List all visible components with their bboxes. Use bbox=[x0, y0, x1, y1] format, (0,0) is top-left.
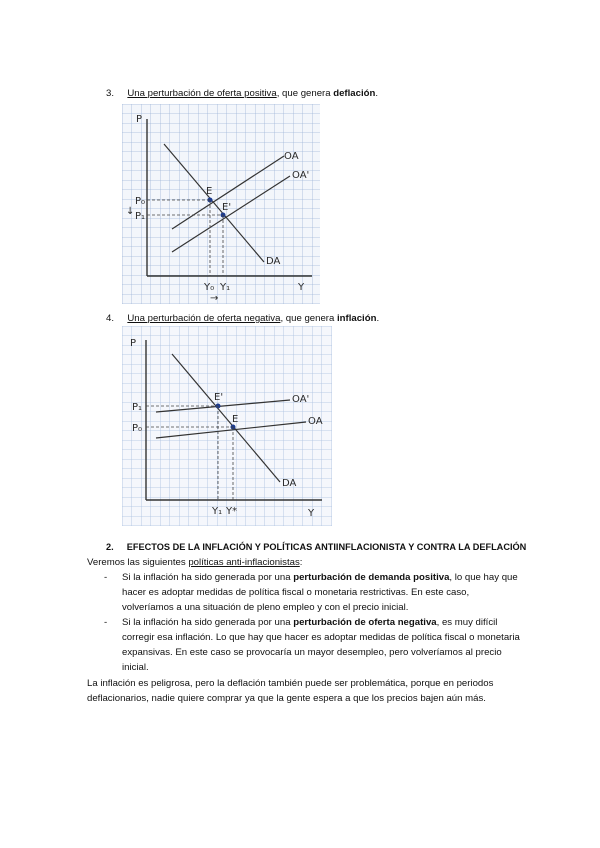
p-axis-label: P bbox=[136, 114, 143, 125]
period: . bbox=[376, 313, 380, 324]
bullet-2-line-3: expansivas. En este caso se provocaría un mayor desempleo, pero volveríamos al precio bbox=[122, 647, 502, 658]
section-number: 2. bbox=[106, 542, 114, 552]
right-arrow-icon: → bbox=[210, 293, 219, 304]
y1-label: Y₁ bbox=[220, 282, 231, 293]
item-3-heading bbox=[106, 87, 378, 100]
down-arrow-icon: ↓ bbox=[126, 206, 135, 217]
bullet-text: Si la inflación ha sido generada por una bbox=[122, 617, 294, 628]
bullet-1-line-2: hacer es adoptar medidas de política fiscal o monetaria restrictivas. En este caso, bbox=[122, 587, 470, 598]
p0-label: P₀ bbox=[132, 423, 143, 434]
figure-deflation-graph bbox=[122, 104, 320, 304]
bullet-2-line-4: inicial. bbox=[122, 662, 149, 673]
bullet-1-line-3: volveríamos a una situación de pleno empleo y con el precio inicial. bbox=[122, 602, 409, 613]
bullet-1-line-1 bbox=[122, 571, 518, 584]
y0-label: Y₀ bbox=[204, 282, 215, 293]
y-axis-label: Y bbox=[298, 282, 305, 293]
closing-line-1: La inflación es peligrosa, pero la deflación también puede ser problemática, porque en periodos bbox=[87, 678, 494, 689]
y-axis-label: Y bbox=[308, 508, 315, 519]
oa-prime-label: OA' bbox=[292, 170, 310, 181]
p0-label: P₀ bbox=[135, 196, 146, 207]
closing-line-2: deflacionarios, nadie quiere comprar ya que la gente espera a que los precios bajen aún más. bbox=[87, 693, 486, 704]
bullet-2-line-1 bbox=[122, 616, 497, 629]
underlined-topic: Una perturbación de oferta negativa bbox=[127, 313, 281, 324]
bullet-2-dash: - bbox=[104, 617, 108, 628]
connector-text: , que genera bbox=[276, 88, 334, 99]
e-prime-label: E' bbox=[222, 202, 232, 213]
figure-inflation-graph bbox=[122, 326, 332, 526]
bullet-bold: perturbación de oferta negativa bbox=[293, 617, 437, 628]
item-number: 3. bbox=[106, 88, 115, 99]
p-axis-label: P bbox=[130, 338, 137, 349]
bullet-text: , es muy difícil bbox=[436, 617, 498, 628]
p1-label: P₁ bbox=[135, 211, 146, 222]
bullet-bold: perturbación de demanda positiva bbox=[293, 572, 450, 583]
underlined-topic: Una perturbación de oferta positiva bbox=[127, 88, 277, 99]
intro-underlined: políticas anti-inflacionistas bbox=[188, 557, 300, 568]
da-label: DA bbox=[266, 256, 281, 267]
item-4-heading bbox=[106, 312, 379, 325]
bold-keyword: inflación bbox=[336, 313, 377, 324]
bold-keyword: deflación bbox=[333, 88, 376, 99]
bullet-1-dash: - bbox=[104, 572, 108, 583]
connector-text: , que genera bbox=[280, 313, 337, 324]
p1-label: P₁ bbox=[132, 402, 143, 413]
intro-text: Veremos las siguientes bbox=[87, 557, 189, 568]
oa-prime-label: OA' bbox=[292, 394, 310, 405]
e-prime-label: E' bbox=[214, 392, 224, 403]
e-label: E bbox=[206, 186, 213, 197]
intro-colon: : bbox=[299, 557, 303, 568]
y1-label: Y₁ bbox=[212, 506, 223, 517]
bullet-text: , lo que hay que bbox=[449, 572, 518, 583]
section-2-heading bbox=[106, 541, 526, 554]
e-label: E bbox=[232, 414, 239, 425]
bullet-2-line-2: corregir esa inflación. Lo que hay que hacer es adoptar medidas de política fiscal o monetaria bbox=[122, 632, 520, 643]
period: . bbox=[375, 88, 379, 99]
intro-line bbox=[87, 556, 302, 569]
oa-label: OA bbox=[284, 151, 299, 162]
bullet-text: Si la inflación ha sido generada por una bbox=[122, 572, 294, 583]
y-star-label: Y* bbox=[226, 506, 238, 517]
section-title: EFECTOS DE LA INFLACIÓN Y POLÍTICAS ANTIINFLACIONISTA Y CONTRA LA DEFLACIÓN bbox=[126, 542, 527, 552]
oa-label: OA bbox=[308, 416, 323, 427]
da-label: DA bbox=[282, 478, 297, 489]
item-number: 4. bbox=[106, 313, 115, 324]
